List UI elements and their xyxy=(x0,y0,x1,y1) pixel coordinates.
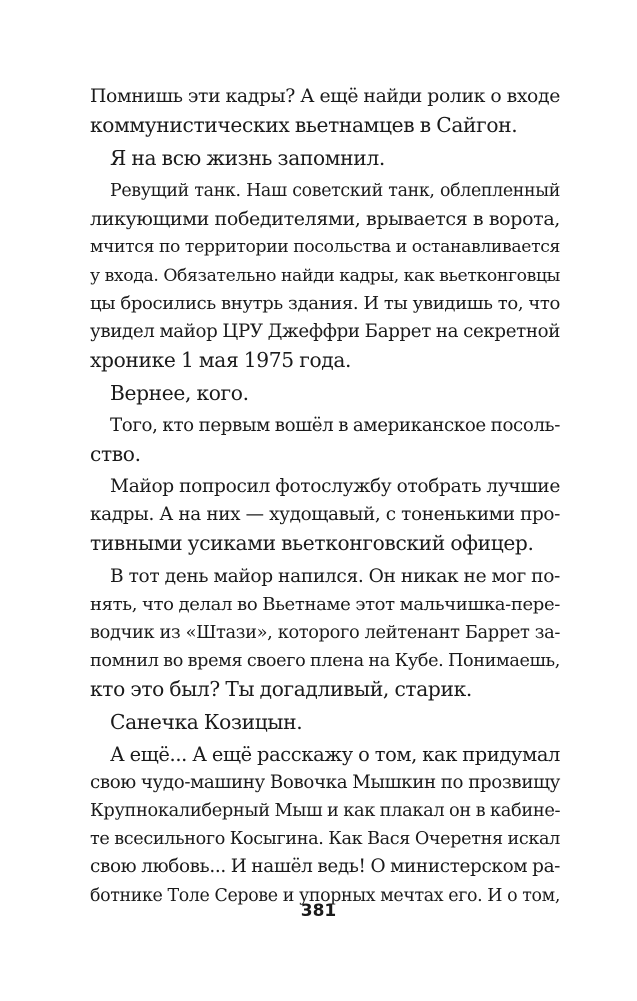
text-line: Того, кто первым вошёл в американское посоль- xyxy=(110,415,561,437)
text-line: Санечка Козицын. xyxy=(110,709,303,734)
text-line: Майор попросил фотослужбу отобрать лучшие xyxy=(110,476,560,498)
text-line: нять, что делал во Вьетнаме этот мальчишка-пере- xyxy=(90,593,560,615)
text-line: коммунистических вьетнамцев в Сайгон. xyxy=(90,113,518,138)
text-line: Я на всю жизнь запомнил. xyxy=(110,146,385,171)
text-line: ботнике Толе Серове и упорных мечтах его. И о том, xyxy=(90,885,560,906)
text-line: у входа. Обязательно найди кадры, как вьетконговцы xyxy=(90,265,560,286)
text-line: свою чудо-машину Вовочка Мышкин по прозвищу xyxy=(90,772,560,794)
text-line: Помнишь эти кадры? А ещё найди ролик о входе xyxy=(90,86,560,107)
text-line: помнил во время своего плена на Кубе. Понимаешь, xyxy=(90,650,561,671)
page-number: 381 xyxy=(300,901,337,921)
text-line: свою любовь... И нашёл ведь! О министерском ра- xyxy=(90,856,561,878)
body-text xyxy=(90,83,560,910)
text-line: те всесильного Косыгина. Как Вася Очеретня искал xyxy=(90,829,560,850)
text-line: Крупнокалиберный Мыш и как плакал он в кабине- xyxy=(90,800,561,822)
text-line: ство. xyxy=(90,442,141,467)
text-line: водчик из «Штази», которого лейтенант Баррет за- xyxy=(90,621,560,643)
text-line: ликующими победителями, врывается в ворота, xyxy=(90,208,560,231)
text-line: В тот день майор напился. Он никак не мог по- xyxy=(110,565,560,587)
text-line: Ревущий танк. Наш советский танк, облепленный xyxy=(110,181,560,202)
text-line: тивными усиками вьетконговский офицер. xyxy=(90,531,534,556)
text-line: увидел майор ЦРУ Джеффри Баррет на секретной xyxy=(90,320,560,342)
text-line: хронике 1 мая 1975 года. xyxy=(90,347,352,372)
text-line: А ещё... А ещё расскажу о том, как придумал xyxy=(110,743,560,767)
text-line: Вернее, кого. xyxy=(110,380,249,405)
text-line: цы бросились внутрь здания. И ты увидишь то, что xyxy=(90,292,560,314)
text-line: кадры. А на них — худощавый, с тоненькими про- xyxy=(90,504,560,526)
text-line: кто это был? Ты догадливый, старик. xyxy=(90,676,472,701)
text-line: мчится по территории посольства и останавливается xyxy=(90,237,560,258)
